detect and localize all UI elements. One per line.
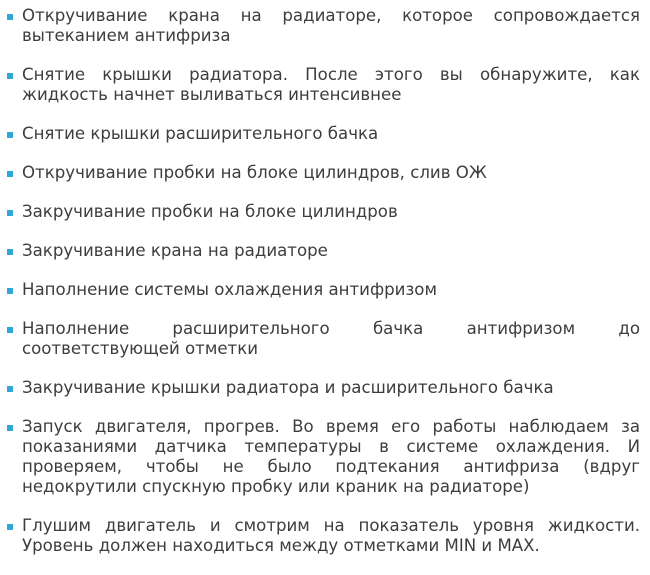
square-bullet-icon [7, 288, 13, 294]
list-item-text: Глушим двигатель и смотрим на показатель уровня жидкости. Уровень должен находиться между отметками MIN и MAX. [22, 516, 640, 555]
list-item [7, 280, 640, 300]
square-bullet-icon [7, 425, 13, 431]
square-bullet-icon [7, 524, 13, 530]
list-item-text: Откручивание пробки на блоке цилиндров, слив ОЖ [22, 163, 487, 182]
square-bullet-icon [7, 171, 13, 177]
list-item [7, 417, 640, 497]
list-item [7, 124, 640, 144]
square-bullet-icon [7, 327, 13, 333]
list-item-text: Наполнение системы охлаждения антифризом [22, 280, 437, 299]
list-item-text: Наполнение расширительного бачка антифризом до соответствующей отметки [22, 319, 640, 358]
list-item [7, 319, 640, 359]
list-item-text: Запуск двигателя, прогрев. Во время его работы наблюдаем за показаниями датчика температуры в системе охлаждения. И проверяем, чтобы не было подтекания антифриза (вдруг недокрутили спускную пробку или краник на радиаторе) [22, 417, 640, 496]
list-item [7, 65, 640, 105]
list-item [7, 202, 640, 222]
square-bullet-icon [7, 73, 13, 79]
list-item [7, 378, 640, 398]
instruction-list [7, 6, 640, 575]
list-item-text: Закручивание крышки радиатора и расширительного бачка [22, 378, 554, 397]
list-item-text: Закручивание крана на радиаторе [22, 241, 328, 260]
list-item [7, 163, 640, 183]
list-item [7, 516, 640, 556]
square-bullet-icon [7, 210, 13, 216]
square-bullet-icon [7, 386, 13, 392]
list-item-text: Снятие крышки расширительного бачка [22, 124, 379, 143]
square-bullet-icon [7, 132, 13, 138]
list-item-text: Снятие крышки радиатора. После этого вы обнаружите, как жидкость начнет выливаться интенсивнее [22, 65, 640, 104]
list-item-text: Закручивание пробки на блоке цилиндров [22, 202, 398, 221]
square-bullet-icon [7, 249, 13, 255]
list-item-text: Откручивание крана на радиаторе, которое сопровождается вытеканием антифриза [22, 6, 640, 45]
list-item [7, 6, 640, 46]
square-bullet-icon [7, 14, 13, 20]
list-item [7, 241, 640, 261]
